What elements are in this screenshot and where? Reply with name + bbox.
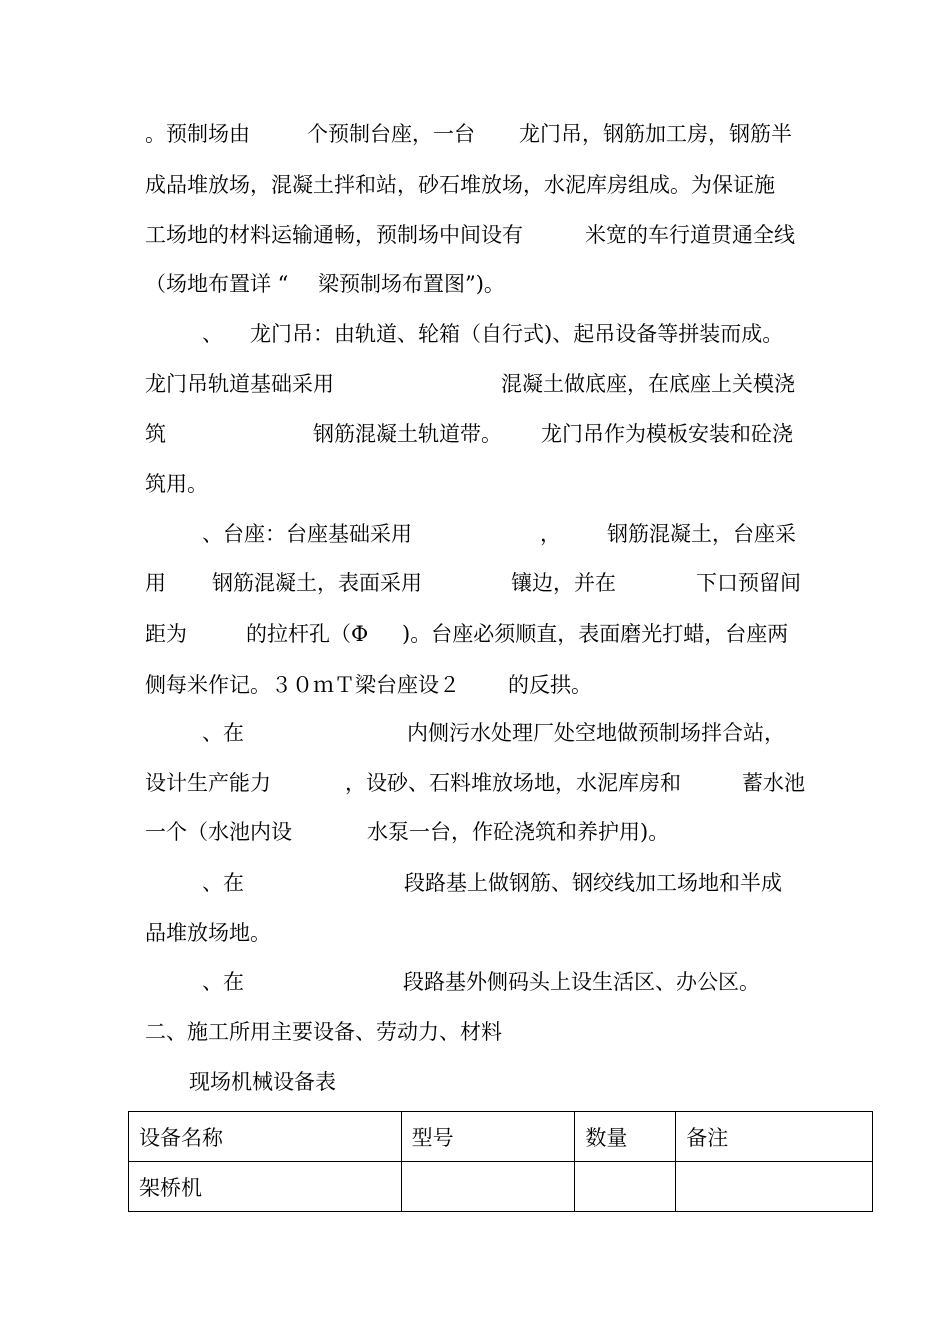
text-segment: ，设砂、石料堆放场地，水泥库房和 <box>345 771 681 795</box>
table-cell <box>575 1162 676 1212</box>
text-segment: 段路基外侧码头上设生活区、办公区。 <box>403 970 760 994</box>
text-segment: 工场地的材料运输通畅，预制场中间设有 <box>145 223 523 247</box>
text-segment: )。台座必须顺直，表面磨光打蜡，台座两 <box>402 622 789 646</box>
section-heading-text: 二、施工所用主要设备、劳动力、材料 <box>145 1020 502 1044</box>
table-cell <box>401 1162 575 1212</box>
text-segment: 成品堆放场，混凝土拌和站，砂石堆放场，水泥库房组成。为保证施 <box>145 173 775 197</box>
header-cell-model: 型号 <box>401 1112 575 1162</box>
text-segment: 、在 <box>202 871 244 895</box>
text-segment: 侧每米作记。３０ｍＴ梁台座设２ <box>145 673 460 697</box>
text-segment: 龙门吊轨道基础采用 <box>145 372 334 396</box>
text-segment: 蓄水池 <box>742 771 805 795</box>
text-segment: 。预制场由 <box>145 122 250 146</box>
text-segment: 内侧污水处理厂处空地做预制场拌合站， <box>407 721 785 745</box>
table-row <box>129 1162 873 1212</box>
header-cell-remarks: 备注 <box>676 1112 873 1162</box>
text-segment: 龙门吊作为模板安装和砼浇 <box>541 422 793 446</box>
header-cell-name: 设备名称 <box>129 1112 402 1162</box>
text-segment: 、台座：台座基础采用 <box>202 522 412 546</box>
text-segment: 镶边，并在 <box>511 571 616 595</box>
p2-line-4 <box>145 470 208 526</box>
text-segment: 米宽的车行道贯通全线 <box>585 223 795 247</box>
table-title-text: 现场机械设备表 <box>189 1070 336 1094</box>
text-segment: （场地布置详 “ <box>145 272 289 296</box>
section-heading <box>145 1018 502 1074</box>
text-segment: 个预制台座，一台 <box>307 122 475 146</box>
text-segment: 设计生产能力 <box>145 771 271 795</box>
text-segment: 下口预留间 <box>696 571 801 595</box>
text-segment: 筑 <box>145 422 166 446</box>
p1-line-2 <box>145 171 775 227</box>
text-segment: 、 <box>202 322 223 346</box>
header-cell-quantity: 数量 <box>575 1112 676 1162</box>
text-segment: 用 <box>145 571 166 595</box>
table-cell <box>676 1162 873 1212</box>
text-segment: 距为 <box>145 622 187 646</box>
text-segment: 钢筋混凝土，台座采 <box>607 522 796 546</box>
p5-line-2 <box>145 919 271 975</box>
text-segment: 龙门吊：由轨道、轮箱（自行式)、起吊设备等拼装而成。 <box>250 322 784 346</box>
text-segment: 的拉杆孔（Φ <box>246 622 369 646</box>
text-segment: 筑用。 <box>145 472 208 496</box>
text-segment: 段路基上做钢筋、钢绞线加工场地和半成 <box>404 871 782 895</box>
text-segment: 的反拱。 <box>508 673 592 697</box>
text-segment: 、在 <box>202 970 244 994</box>
text-segment: 水泵一台，作砼浇筑和养护用)。 <box>367 820 670 844</box>
text-segment: 梁预制场布置图”)。 <box>318 272 505 296</box>
text-segment: 龙门吊，钢筋加工房，钢筋半 <box>519 122 792 146</box>
text-segment: 混凝土做底座，在底座上关模浇 <box>501 372 795 396</box>
text-segment: ， <box>540 522 561 546</box>
text-segment: 钢筋混凝土，表面采用 <box>212 571 422 595</box>
table-header-row <box>129 1112 873 1162</box>
table-cell: 架桥机 <box>129 1162 402 1212</box>
equipment-table <box>128 1111 873 1212</box>
text-segment: 、在 <box>202 721 244 745</box>
text-segment: 钢筋混凝土轨道带。 <box>313 422 502 446</box>
text-segment: 一个（水池内设 <box>145 820 292 844</box>
text-segment: 品堆放场地。 <box>145 921 271 945</box>
